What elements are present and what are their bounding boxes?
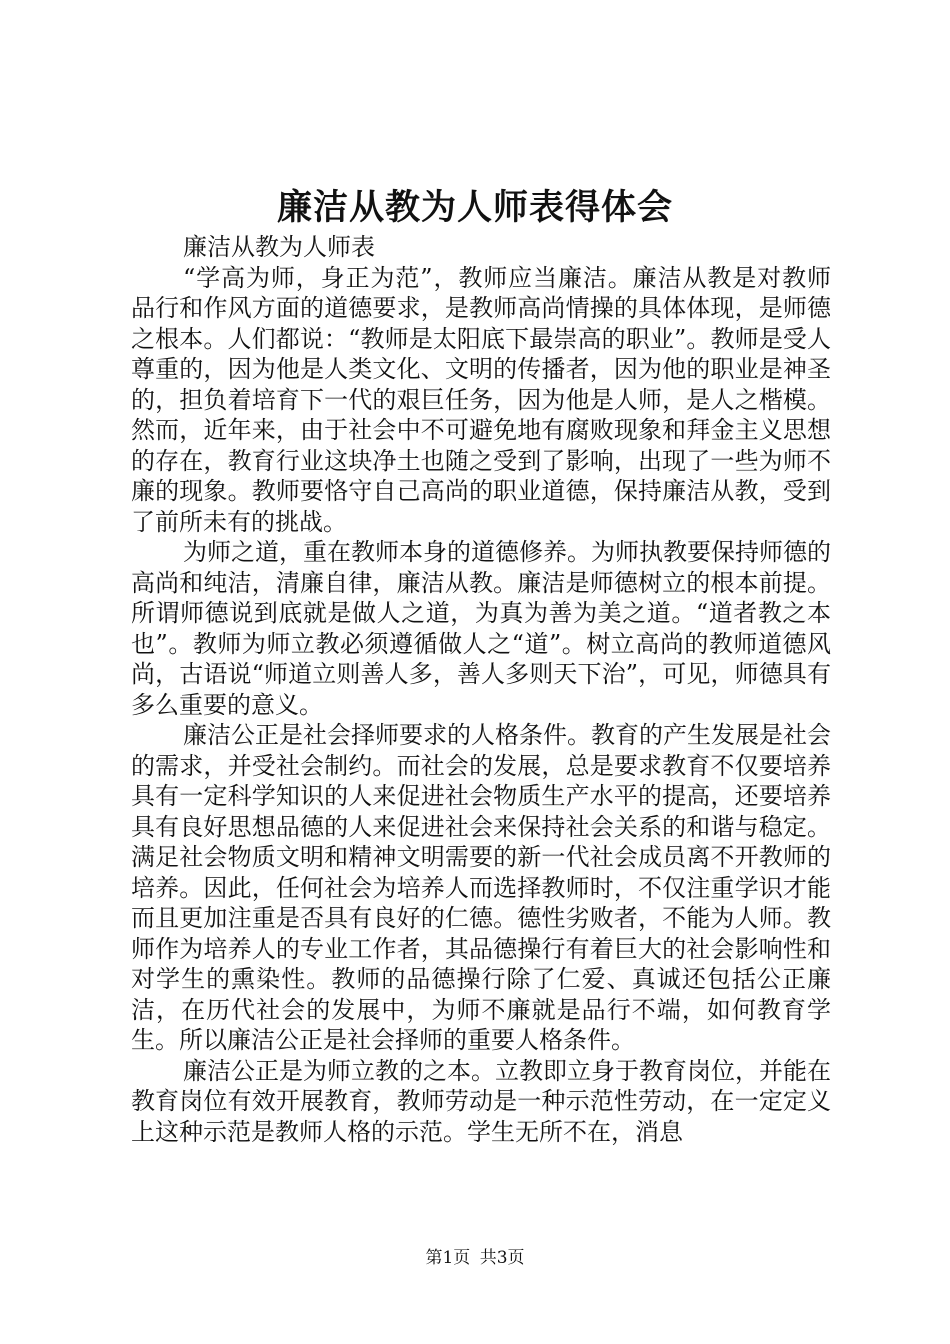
paragraph: 为师之道，重在教师本身的道德修养。为师执教要保持师德的高尚和纯洁，清廉自律，廉洁从教。廉洁是师德树立的根本前提。所谓师德说到底就是做人之道，为真为善为美之道。“道者教之本也”。教师为师立教必须遵循做人之“道”。树立高尚的教师道德风尚，古语说“师道立则善人多，善人多则天下治”，可见，师德具有多么重要的意义。	[131, 538, 831, 719]
document-subtitle: 廉洁从教为人师表	[183, 233, 375, 261]
document-body	[131, 232, 831, 1147]
paragraph: “学高为师，身正为范”，教师应当廉洁。廉洁从教是对教师品行和作风方面的道德要求，是教师高尚情操的具体体现，是师德之根本。人们都说：“教师是太阳底下最崇高的职业”。教师是受人尊重的，因为他是人类文化、文明的传播者，因为他的职业是神圣的，担负着培育下一代的艰巨任务，因为他是人师，是人之楷模。然而，近年来，由于社会中不可避免地有腐败现象和拜金主义思想的存在，教育行业这块净土也随之受到了影响，出现了一些为师不廉的现象。教师要恪守自己高尚的职业道德，保持廉洁从教，受到了前所未有的挑战。	[131, 263, 831, 536]
paragraph: 廉洁公正是社会择师要求的人格条件。教育的产生发展是社会的需求，并受社会制约。而社会的发展，总是要求教育不仅要培养具有一定科学知识的人来促进社会物质生产水平的提高，还要培养具有良好思想品德的人来促进社会来保持社会关系的和谐与稳定。满足社会物质文明和精神文明需要的新一代社会成员离不开教师的培养。因此，任何社会为培养人而选择教师时，不仅注重学识才能而且更加注重是否具有良好的仁德。德性劣败者，不能为人师。教师作为培养人的专业工作者，其品德操行有着巨大的社会影响性和对学生的熏染性。教师的品德操行除了仁爱、真诚还包括公正廉洁，在历代社会的发展中，为师不廉就是品行不端，如何教育学生。所以廉洁公正是社会择师的重要人格条件。	[131, 721, 831, 1054]
paragraph: 廉洁公正是为师立教的之本。立教即立身于教育岗位，并能在教育岗位有效开展教育，教师劳动是一种示范性劳动，在一定定义上这种示范是教师人格的示范。学生无所不在，消息	[131, 1056, 831, 1146]
page-number-footer: 第1页 共3页	[425, 1248, 525, 1268]
document-title: 廉洁从教为人师表得体会	[276, 187, 673, 228]
